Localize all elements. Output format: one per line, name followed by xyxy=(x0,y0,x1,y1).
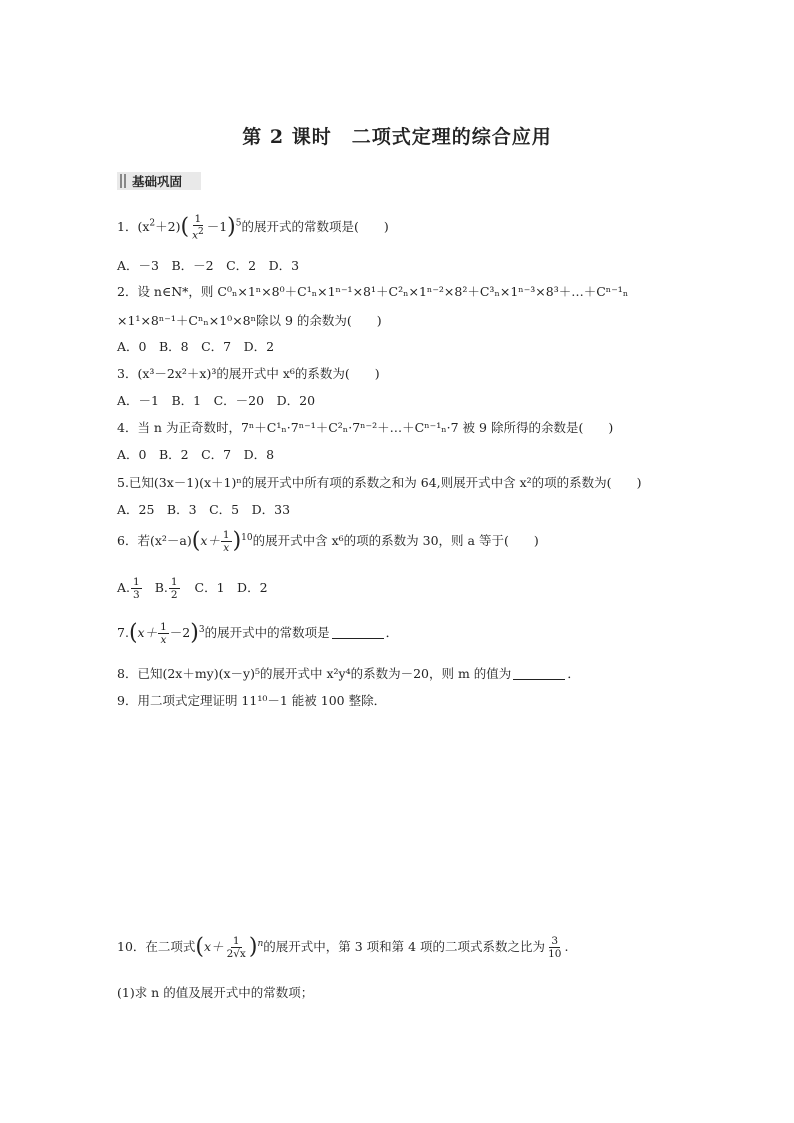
question-7: 7.(x＋ $\frac{1}{x}$ －2)$^3$的展开式中的常数项是 ． xyxy=(117,620,399,646)
question-5-options: A．25 B．3 C．5 D．33 xyxy=(117,502,291,517)
question-4-options: A．0 B．2 C．7 D．8 xyxy=(117,447,275,462)
section-badge xyxy=(117,172,201,190)
question-1: 1．$(x^2+2)$( $\frac{1}{x^2}$ －1)$^5$的展开式的常数项是( ) xyxy=(117,213,389,242)
answer-blank[interactable] xyxy=(513,679,565,680)
question-10-part-1: (1)求 n 的值及展开式中的常数项； xyxy=(117,985,314,1000)
question-6-options: A. $\frac{1}{3}$ B. $\frac{1}{2}$ C．1 D．2 xyxy=(117,576,268,601)
question-2-line-2: ×1¹×8ⁿ⁻¹＋Cⁿₙ×1⁰×8ⁿ除以 9 的余数为( ) xyxy=(117,313,382,328)
question-3-options: A．－1 B．1 C．－20 D．20 xyxy=(117,393,316,408)
question-2-options: A．0 B．8 C．7 D．2 xyxy=(117,339,275,354)
answer-blank[interactable] xyxy=(332,638,384,639)
section-label: 基础巩固 xyxy=(132,174,183,189)
question-6: 6．若(x²－a)(x＋ $\frac{1}{x}$ )$^{10}$的展开式中含 x⁶的项的系数为 30，则 a 等于( ) xyxy=(117,528,539,554)
question-4: 4．当 n 为正奇数时，7ⁿ＋C¹ₙ·7ⁿ⁻¹＋C²ₙ·7ⁿ⁻²＋…＋Cⁿ⁻¹ₙ·7 被 9 除所得的余数是( ) xyxy=(117,420,614,435)
question-9: 9．用二项式定理证明 11¹⁰－1 能被 100 整除． xyxy=(117,693,387,708)
badge-bars-icon xyxy=(120,174,126,188)
question-10: 10．在二项式(x＋ $\frac{1}{2√x}$ )$^n$的展开式中，第 3 项和第 4 项的二项式系数之比为 $\frac{3}{10}$ . xyxy=(117,934,569,960)
question-8: 8．已知(2x＋my)(x－y)⁵的展开式中 x²y⁴的系数为－20，则 m 的值为 ． xyxy=(117,666,580,681)
page-title: 第 2 课时 二项式定理的综合应用 xyxy=(242,126,552,148)
question-3: 3．(x³－2x²＋x)³的展开式中 x⁶的系数为( ) xyxy=(117,366,380,381)
question-5: 5.已知(3x－1)(x＋1)ⁿ的展开式中所有项的系数之和为 64,则展开式中含 x²的项的系数为( ) xyxy=(117,475,642,490)
question-1-options: A．－3 B．－2 C．2 D．3 xyxy=(117,258,300,273)
question-2-line-1: 2．设 n∈N*，则 C⁰ₙ×1ⁿ×8⁰＋C¹ₙ×1ⁿ⁻¹×8¹＋C²ₙ×1ⁿ⁻²×8²＋C³ₙ×1ⁿ⁻³×8³＋…＋Cⁿ⁻¹ₙ xyxy=(117,284,629,299)
